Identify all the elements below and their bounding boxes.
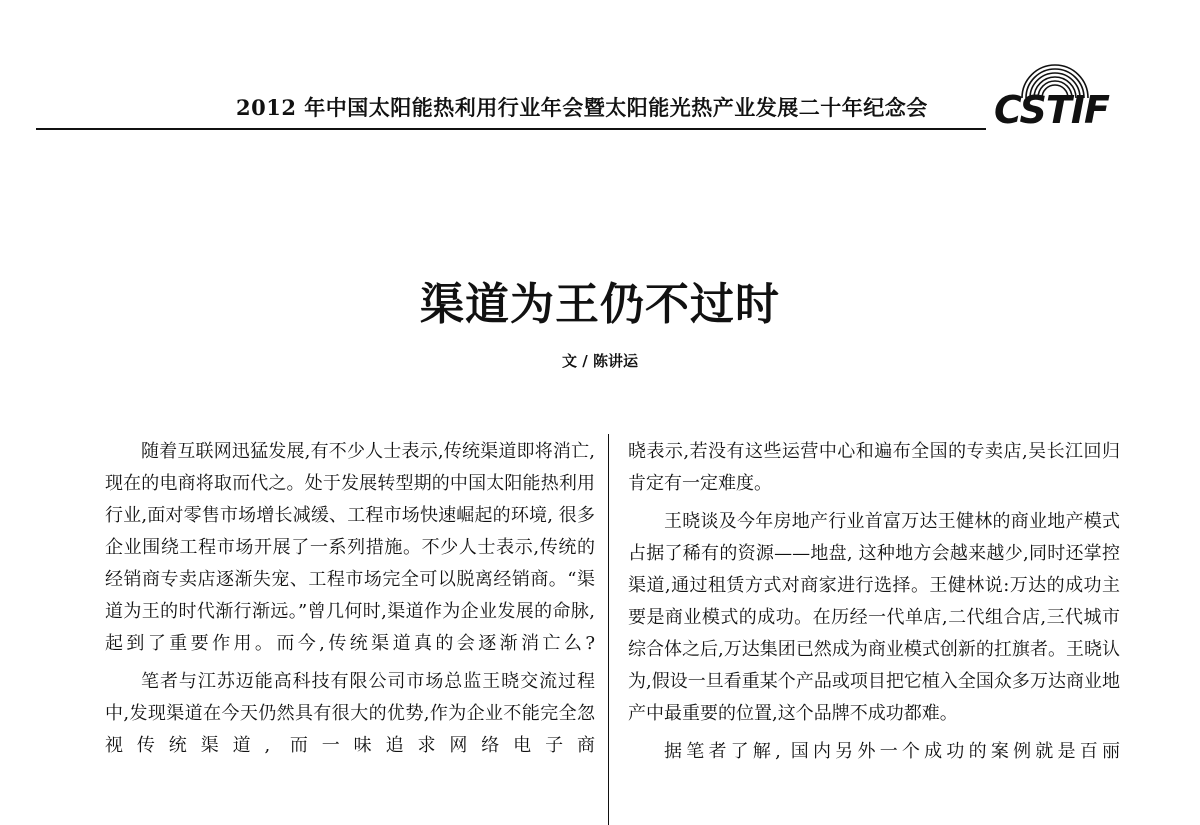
- paragraph: 据笔者了解, 国内另外一个成功的案例就是百丽: [664, 741, 1120, 762]
- conference-header-title: 2012 年中国太阳能热利用行业年会暨太阳能光热产业发展二十年纪念会: [236, 95, 928, 120]
- cstif-logo: [990, 58, 1120, 138]
- paragraph: 王晓谈及今年房地产行业首富万达王健林的商业地产模式占据了稀有的资源——地盘, 这种地方会越来越少,同时还掌控渠道,通过租赁方式对商家进行选择。王健林说:万达的成功主要是商业模式的成功。在历经一代单店,二代组合店,三代城市综合体之后,万达集团已然成为商业模式创新的扛旗者。王晓认为,假设一旦看重某个产品或项目把它植入全国众多万达商业地产中最重要的位置,这个品牌不成功都难。: [628, 511, 1120, 724]
- paragraph: 笔者与江苏迈能高科技有限公司市场总监王晓交流过程中,发现渠道在今天仍然具有很大的优势,作为企业不能完全忽视传统渠道, 而一味追求网络电子商: [105, 671, 595, 756]
- article-byline: 文 / 陈讲运: [562, 352, 638, 370]
- header-rule: [36, 128, 986, 130]
- left-column: [105, 436, 595, 762]
- paragraph: 随着互联网迅猛发展,有不少人士表示,传统渠道即将消亡,现在的电商将取而代之。处于发展转型期的中国太阳能热利用行业,面对零售市场增长减缓、工程市场快速崛起的环境, 很多企业围绕工程市场开展了一系列措施。不少人士表示,传统的经销商专卖店逐渐失宠、工程市场完全可以脱离经销商。“渠道为王的时代渐行渐远。”曾几何时,渠道作为企业发展的命脉,起到了重要作用。而今,传统渠道真的会逐渐消亡么?: [105, 441, 595, 654]
- logo-text: CSTIF: [994, 88, 1109, 132]
- paragraph: 晓表示,若没有这些运营中心和遍布全国的专卖店,吴长江回归肯定有一定难度。: [628, 441, 1120, 494]
- article-title: 渠道为王仍不过时: [420, 279, 780, 330]
- right-column: [628, 436, 1120, 768]
- column-divider: [608, 434, 609, 825]
